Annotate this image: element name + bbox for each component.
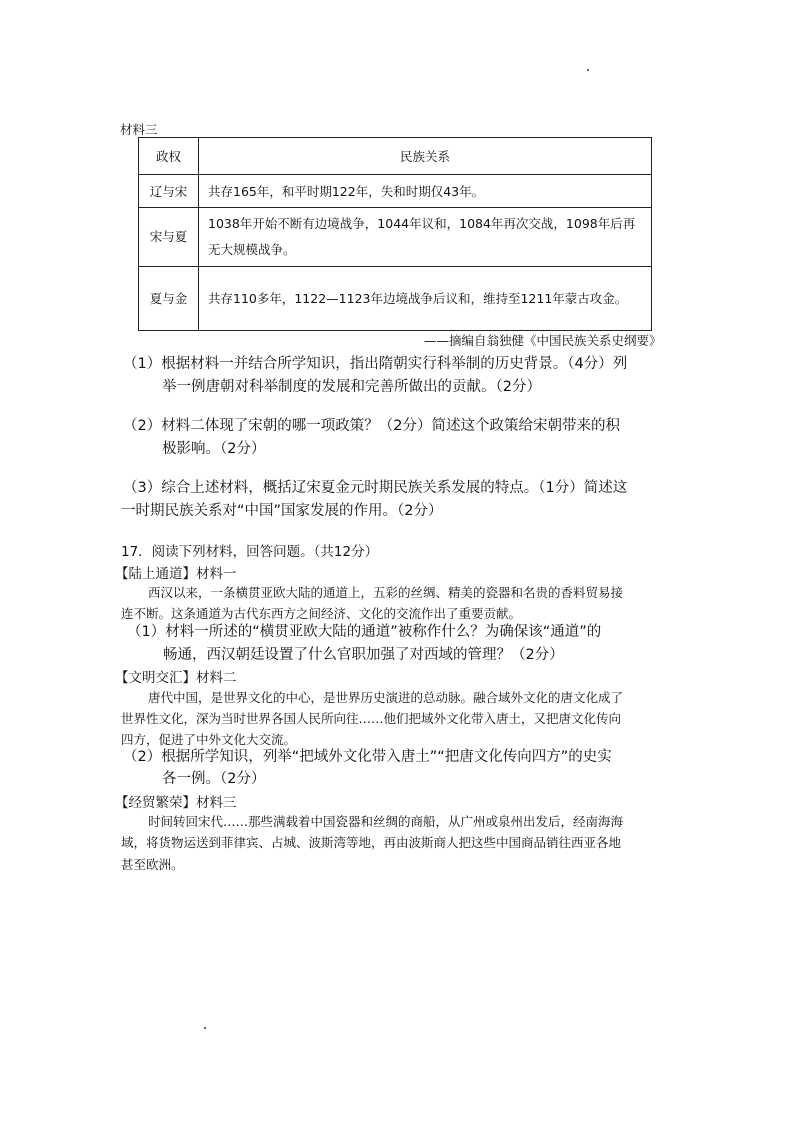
material-text: 四方，促进了中外文化大交流。 [121,732,297,747]
section-heading: 【经贸繁荣】材料三 [115,795,237,811]
section-heading: 【陆上通道】材料一 [115,566,237,582]
material3-label: 材料三 [120,122,158,137]
table-row [139,208,652,267]
table-header-row [139,138,652,175]
scan-speck [587,69,589,71]
material-text: 唐代中国，是世界文化的中心，是世界历史演进的总动脉。融合域外文化的唐文化成了 [148,690,624,705]
material-text: 西汉以来，一条横贯亚欧大陆的通道上，五彩的丝绸、精美的瓷器和名贵的香料贸易接 [148,585,624,600]
table-header-regime: 政权 [139,138,199,175]
source-citation: ——摘编自翁独健《中国民族关系史纲要》 [424,333,662,348]
section-heading: 【文明交汇】材料二 [115,670,237,686]
question-3-line1: （3）综合上述材料，概括辽宋夏金元时期民族关系发展的特点。（1分）简述这 [123,480,628,496]
table-cell-relation: 共存165年，和平时期122年，失和时期仅43年。 [199,175,652,208]
question-2-line1: （2）材料二体现了宋朝的哪一项政策？（2分）简述这个政策给宋朝带来的积 [123,418,620,434]
sub-question-1-line2: 畅通，西汉朝廷设置了什么官职加强了对西域的管理？（2分） [163,647,564,663]
table-cell-regime: 夏与金 [139,267,199,331]
table-row [139,267,652,331]
material-text: 时间转回宋代……那些满载着中国瓷器和丝绸的商船，从广州或泉州出发后，经南海海 [148,814,624,829]
table-cell-relation: 1038年开始不断有边境战争，1044年议和，1084年再次交战，1098年后再无大规模战争。 [199,208,652,267]
material-text: 域，将货物运送到菲律宾、占城、波斯湾等地，再由波斯商人把这些中国商品销往西亚各地 [121,835,622,850]
scan-speck [204,1027,206,1029]
sub-question-1-line1: （1）材料一所述的“横贯亚欧大陆的通道”被称作什么？为确保该“通道”的 [127,624,602,640]
question-2-line2: 极影响。（2分） [162,441,266,457]
material-text: 甚至欧洲。 [121,857,184,872]
question-3-line2: 一时期民族关系对“中国”国家发展的作用。（2分） [121,503,443,519]
question-1-line2: 举一例唐朝对科举制度的发展和完善所做出的贡献。（2分） [162,379,541,395]
question-17-title: 17．阅读下列材料，回答问题。（共12分） [121,544,379,560]
material-text: 连不断。这条通道为古代东西方之间经济、文化的交流作出了重要贡献。 [121,606,522,621]
table-header-relation: 民族关系 [199,138,652,175]
table-cell-regime: 宋与夏 [139,208,199,267]
table-cell-relation: 共存110多年，1122—1123年边境战争后议和，维持至1211年蒙古攻金。 [199,267,652,331]
material-text: 世界性文化，深为当时世界各国人民所向往……他们把域外文化带入唐土，又把唐文化传向 [121,711,622,726]
question-1-line1: （1）根据材料一并结合所学知识，指出隋朝实行科举制的历史背景。（4分）列 [123,356,628,372]
table-row [139,175,652,208]
sub-question-2-line1: （2）根据所学知识，列举“把域外文化带入唐土”“把唐文化传向四方”的史实 [123,749,612,765]
table-cell-regime: 辽与宋 [139,175,199,208]
ethnic-relations-table [138,137,652,331]
sub-question-2-line2: 各一例。（2分） [162,771,266,787]
